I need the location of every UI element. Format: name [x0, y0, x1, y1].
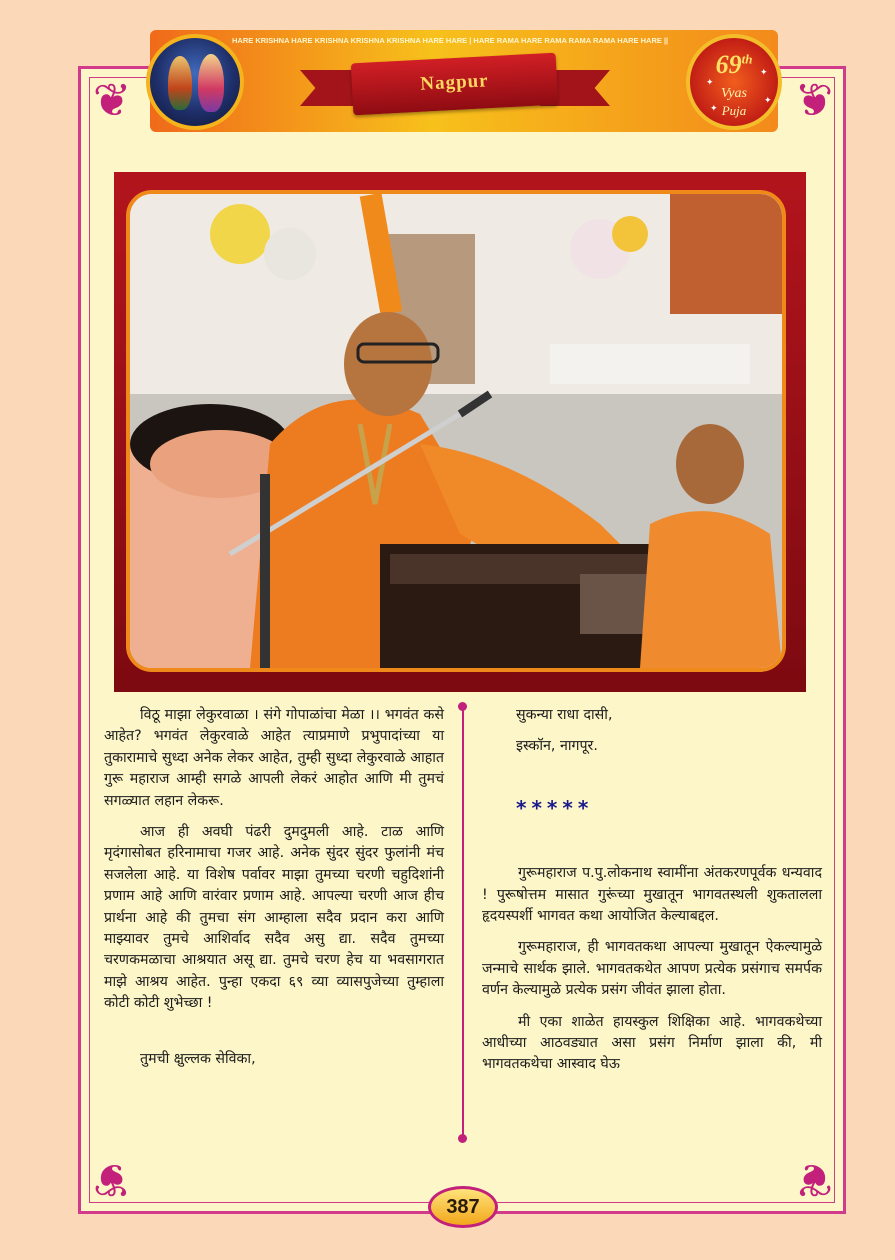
- kirtan-photo: [126, 190, 786, 672]
- star-icon: ✦: [710, 104, 718, 114]
- author-place: इस्कॉन, नागपूर.: [516, 738, 598, 755]
- badge-line-puja: Puja: [721, 103, 747, 118]
- corner-ornament-icon: ❦: [794, 1153, 834, 1207]
- page-number: 387: [428, 1186, 498, 1228]
- vyas-puja-badge: [686, 34, 782, 130]
- paragraph: गुरूमहाराज प.पु.लोकनाथ स्वामींना अंतकरणपूर्वक धन्यवाद ! पुरूषोत्तम मासात गुरूंच्या मुखातून भागवतस्थली शुकतालला हृदयस्पर्शी भागवत कथा आयोजित केल्याबद्दल.: [482, 865, 822, 925]
- badge-number: 69th: [715, 50, 753, 79]
- paragraph: विठू माझा लेकुरवाळा । संगे गोपाळांचा मेळा ।। भगवंत कसे आहेत? भगवंत लेकुरवाळे आहेत त्याप्रमाणे प्रभुपादांच्या या तुकारामाचे सुध्दा अनेक लेकर आहेत, तुम्ही सुध्दा लेकुरवाळे आहात गुरू महाराज आम्ही सगळे आपली लेकरं आहोत आणि मी तुमचं सगळ्यात लहान लेकरू.: [104, 707, 444, 809]
- star-icon: ✦: [764, 96, 772, 106]
- paragraph: मी एका शाळेत हायस्कुल शिक्षिका आहे. भागवकथेच्या आधीच्या आठवड्यात असा प्रसंग निर्माण झाला की, मी भागवतकथेचा आस्वाद घेऊ: [482, 1013, 822, 1073]
- corner-ornament-icon: ❦: [794, 73, 834, 127]
- city-title: Nagpur: [419, 70, 490, 95]
- left-column: [104, 705, 444, 1070]
- star-icon: ✦: [760, 68, 768, 78]
- mantra-line: HARE KRISHNA HARE KRISHNA KRISHNA KRISHNA HARE HARE | HARE RAMA HARE RAMA RAMA RAMA HARE HARE ||: [232, 36, 669, 45]
- separator-stars: *****: [516, 795, 594, 820]
- paragraph: गुरूमहाराज, ही भागवतकथा आपल्या मुखातून ऐकल्यामुळे जन्माचे सार्थक झाले. भागवतकथेत आपण प्रत्येक प्रसंगाच समर्पक वर्णन केल्यामुळे प्रत्येक प्रसंग जीवंत झाला होता.: [482, 939, 822, 999]
- paragraph: आज ही अवघी पंढरी दुमदुमली आहे. टाळ आणि मृदंगासोबत हरिनामाचा गजर आहे. अनेक सुंदर सुंदर फुलांनी मंच सजलेला आहे. या विशेष पर्वावर माझा तुमच्या चरणी चहुदिशांनी प्रणाम आहे आणि वारंवार प्रणाम आहे. आपल्या चरणी आज हीच प्रार्थना आहे की तुमचा संग आम्हाला सदैव प्रदान करा आणि माझ्यावर तुमचे आशिर्वाद सदैव असु द्या. सदैव तुमच्या चरणकमळाचा आश्रयात असू द्या. तुमचे चरण हेच या भवसागरात माझे आश्रय आहेत. पुन्हा एकदा ६९ व्या व्यासपुजेच्या तुम्हाला कोटी कोटी शुभेच्छा !: [104, 824, 444, 1012]
- author-name: सुकन्या राधा दासी,: [516, 707, 613, 723]
- deity-medallion-image: [146, 34, 244, 130]
- divider-dot-icon: [458, 1134, 467, 1143]
- signoff: तुमची क्षुल्लक सेविका,: [140, 1050, 256, 1067]
- column-divider: [462, 708, 464, 1138]
- corner-ornament-icon: ❦: [92, 1153, 132, 1207]
- star-icon: ✦: [706, 78, 714, 88]
- badge-line-vyas: Vyas: [721, 86, 747, 101]
- corner-ornament-icon: ❦: [92, 73, 132, 127]
- right-column: [482, 705, 822, 1086]
- divider-dot-icon: [458, 702, 467, 711]
